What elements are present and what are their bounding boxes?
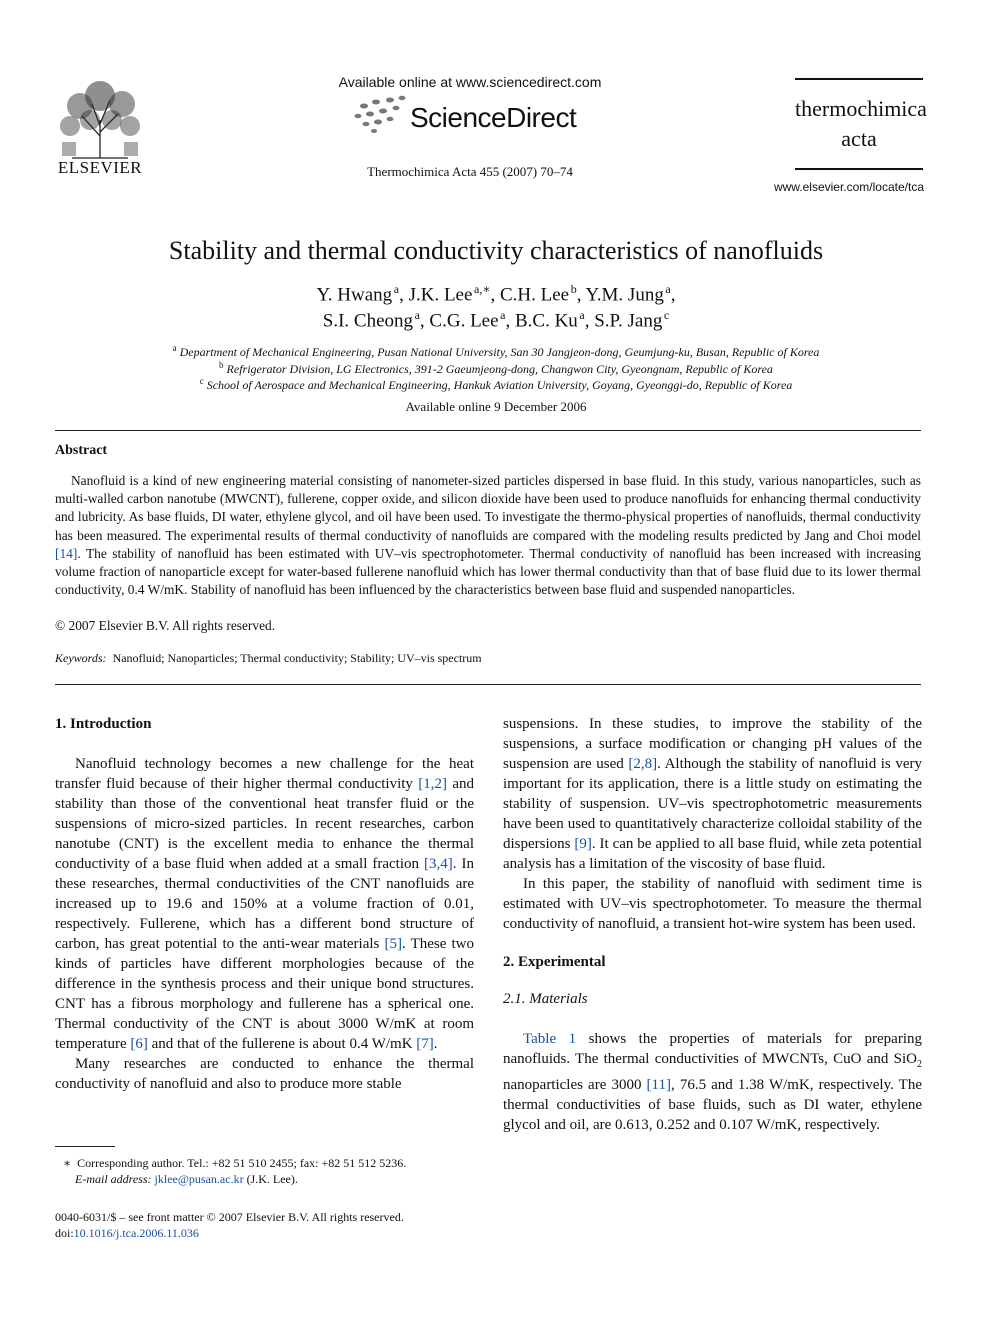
abstract-text: Nanofluid is a kind of new engineering material consisting of nanometer-sized particles dispersed in base fluid. In this study, various nanoparticles, such as multi-walled carbon nanotube (MWCNT), fullerene, copper oxide, and silicon dioxide have been used to produce nanofluids for enhancing thermal conductivity and lubricity. As base fluids, DI water, ethylene glycol, and oil have been used. To investigate the thermo-physical properties of nanofluids, thermal conductivity has been measured. The experimental results of thermal conductivity of nanofluids are compared with the modeling results predicted by Jang and Choi model [55, 473, 921, 543]
journal-url-link[interactable]: www.elsevier.com/locate/tca [773, 180, 924, 194]
keywords-list: Nanofluid; Nanoparticles; Thermal conductivity; Stability; UV–vis spectrum [112, 651, 482, 665]
footnote-divider [55, 1146, 115, 1147]
footnote-star: ∗ [63, 1156, 72, 1170]
affiliation-c [40, 376, 952, 393]
divider [55, 684, 921, 685]
journal-citation: Thermochimica Acta 455 (2007) 70–74 [367, 164, 573, 179]
corresponding-author: Corresponding author. Tel.: +82 51 510 2455; fax: +82 51 512 5236. [77, 1156, 407, 1170]
author-name: B.C. Ku [514, 310, 578, 332]
citation-link[interactable]: [1,2] [418, 776, 447, 792]
abstract-copyright: © 2007 Elsevier B.V. All rights reserved. [55, 618, 276, 633]
doi-line [55, 1225, 474, 1241]
affiliation-text: School of Aerospace and Mechanical Engineering, Hankuk Aviation University, Goyang, Gyeonggi-do, Republic of Korea [206, 378, 793, 392]
author-name: Y.M. Jung [585, 284, 664, 306]
citation-link[interactable]: [3,4] [424, 856, 453, 872]
paragraph: Many researches are conducted to enhance the thermal conductivity of nanofluid and also to produce more stable [55, 1056, 474, 1092]
publisher-name: ELSEVIER [57, 158, 143, 177]
author-affil-mark: a,∗ [474, 282, 491, 296]
affiliation-text: Department of Mechanical Engineering, Pusan National University, San 30 Jangjeon-dong, Geumjung-ku, Busan, Republic of Korea [179, 345, 820, 359]
available-date: Available online 9 December 2006 [405, 399, 587, 414]
author-name: C.G. Lee [429, 310, 499, 332]
author-affil-mark: a [579, 308, 585, 322]
paper-title: Stability and thermal conductivity characteristics of nanofluids [168, 236, 824, 265]
section-heading: 2. Experimental [503, 954, 606, 970]
doi-label: doi: [55, 1226, 74, 1240]
citation-link[interactable]: [2,8] [628, 756, 658, 772]
abstract-text: . The stability of nanofluid has been estimated with UV–vis spectrophotometer. Thermal conductivity of nanofluid has been increased with increasing volume fraction of nanoparticle except for water-based fullerene nanofluid which has lower thermal conductivity than that of base fluid due to its lower thermal conductivity, 0.4 W/mK. Stability of nanofluid has been influenced by the characteristics between base fluid and suspended nanoparticles. [55, 545, 921, 598]
subsection-heading: 2.1. Materials [503, 991, 588, 1007]
left-column [55, 714, 474, 1094]
author-name: J.K. Lee [408, 284, 473, 306]
email-owner: (J.K. Lee). [246, 1172, 298, 1186]
affiliation-mark: b [219, 360, 224, 370]
author-line-2: S.I. Cheong $^a$, C.G. Lee $^a$, B.C. Ku $^a$, S.P. Jang $^c$ [322, 308, 670, 332]
paragraph: suspensions. In these studies, to improve the stability of the suspensions, a surface modification or changing pH values of the suspension are used [2,8]. Although the stability of nanofluid is very important for its application, there is a little study on estimating the stability of suspension. UV–vis spectrophotometric measurements have been used to quantitatively characterize colloidal stability of the dispersions [9]. It can be applied to all base fluid, while zeta potential analysis has a limitation of the viscosity of base fluid. [503, 716, 922, 872]
journal-brand [795, 78, 927, 170]
citation-link[interactable]: [5] [384, 936, 402, 952]
citation-link[interactable]: [9] [574, 836, 592, 852]
affiliation-mark: c [199, 376, 204, 386]
citation-link[interactable]: [11] [646, 1077, 671, 1093]
email-footnote [55, 1171, 494, 1187]
paragraph: Table 1 shows the properties of materials for preparing nanofluids. The thermal conductivities of MWCNTs, CuO and SiO$_2$ nanoparticles are 3000 [11], 76.5 and 1.38 W/mK, respectively. The thermal conductivities of base fluids, such as DI water, ethylene glycol and oil, are 0.613, 0.252 and 0.107 W/mK, respectively. [503, 1031, 922, 1133]
author-line-1: Y. Hwang $^a$, J.K. Lee $^{a,∗}$, C.H. Lee $^b$, Y.M. Jung $^a$, [316, 282, 676, 306]
author-affil-mark: a [665, 282, 671, 296]
author-affil-mark: a [393, 282, 400, 296]
keywords [55, 651, 482, 666]
author-affil-mark: b [570, 282, 577, 296]
author-name: S.P. Jang [594, 310, 663, 332]
email-link[interactable]: jklee@pusan.ac.kr [154, 1172, 244, 1186]
journal-brand-line2: acta [841, 126, 877, 151]
affiliation-mark: a [172, 343, 177, 353]
affiliation-a [40, 343, 952, 360]
doi-link[interactable]: 10.1016/j.tca.2006.11.036 [73, 1226, 199, 1240]
corresponding-footnote [55, 1155, 482, 1171]
abstract-body [55, 472, 921, 599]
paragraph: Nanofluid technology becomes a new challenge for the heat transfer fluid because of their higher thermal conductivity [1,2] and stability than those of the conventional heat transfer fluid or the suspensions of micro-sized particles. In recent researches, carbon nanotube (CNT) is the excellent media to enhance the thermal conductivity of a base fluid when added at a small fraction [3,4]. In these researches, thermal conductivities of the CNT nanofluids are increased up to 19.6 and 150% at a volume fraction of 0.01, respectively. Fullerene, which has a different bond structure of carbon, has great potential to the anti-wear materials [5]. These two kinds of particles have different morphologies because of the difference in the synthesis process and their unique bond structures. CNT has a fibrous morphology and fullerene has a spherical one. Thermal conductivity of the CNT is about 3000 W/mK at room temperature [6] and that of the fullerene is about 0.4 W/mK [7]. [55, 756, 474, 1052]
author-name: C.H. Lee [500, 284, 570, 306]
affiliation-b [40, 360, 952, 377]
author-name: Y. Hwang [316, 284, 393, 306]
right-column [503, 714, 922, 1135]
email-label: E-mail address: [75, 1172, 152, 1186]
author-name: S.I. Cheong [322, 310, 413, 332]
abstract-heading: Abstract [55, 443, 108, 458]
front-matter: 0040-6031/$ – see front matter © 2007 Elsevier B.V. All rights reserved. [55, 1210, 404, 1224]
citation-link[interactable]: [7] [416, 1036, 434, 1052]
divider [55, 430, 921, 431]
paragraph: In this paper, the stability of nanofluid with sediment time is estimated with UV–vis spectrophotometer. To measure the thermal conductivity of nanofluid, a transient hot-wire system has been used. [503, 876, 922, 932]
keywords-label: Keywords: [55, 651, 107, 665]
author-affil-mark: c [663, 308, 670, 322]
citation-link[interactable]: [6] [130, 1036, 148, 1052]
section-heading: 1. Introduction [55, 716, 152, 732]
sciencedirect-logo-text: ScienceDirect [410, 102, 577, 133]
journal-brand-line1: thermochimica [795, 96, 927, 121]
table-link[interactable]: Table 1 [523, 1031, 577, 1047]
affiliation-text: Refrigerator Division, LG Electronics, 391-2 Gaeumjeong-dong, Changwon City, Gyeongnam, Republic of Korea [226, 362, 773, 376]
citation-link[interactable]: [14] [55, 545, 78, 561]
author-affil-mark: a [500, 308, 506, 322]
available-online-text: Available online at www.sciencedirect.com [338, 74, 602, 90]
author-affil-mark: a [414, 308, 420, 322]
